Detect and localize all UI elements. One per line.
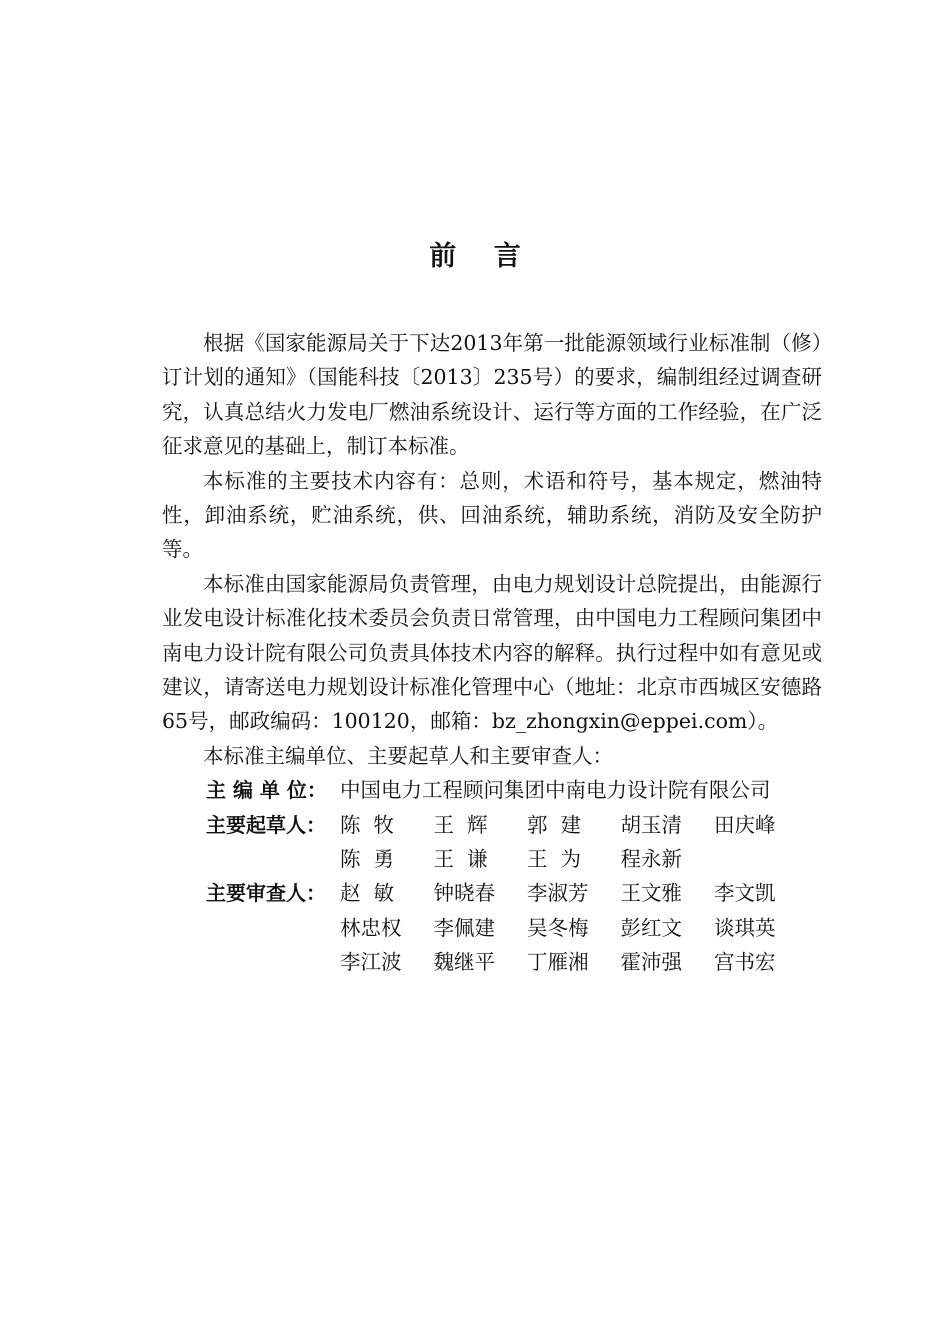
preface-body <box>162 326 822 980</box>
person-name: 林忠权 <box>340 915 402 940</box>
paragraph-basis: 根据《国家能源局关于下达2013年第一批能源领域行业标准制（修）订计划的通知》（国能科技〔2013〕235号）的要求，编制组经过调查研究，认真总结火力发电厂燃油系统设计、运行等方面的工作经验，在广泛征求意见的基础上，制订本标准。 <box>162 331 822 459</box>
person-name: 宫书宏 <box>714 950 776 975</box>
reviewers-row <box>162 876 822 910</box>
page-title: 前 言 <box>429 241 521 272</box>
person-name: 王 辉 <box>433 812 488 837</box>
chief-unit-value: 中国电力工程顾问集团中南电力设计院有限公司 <box>340 778 771 803</box>
chief-unit-label: 主 编 单 位： <box>206 778 327 803</box>
person-name: 钟晓春 <box>433 881 495 906</box>
person-name: 李淑芳 <box>527 881 589 906</box>
committee-list <box>162 773 822 979</box>
person-name: 田庆峰 <box>714 812 776 837</box>
person-name: 彭红文 <box>620 915 682 940</box>
reviewers-names <box>340 876 808 910</box>
person-name: 霍沛强 <box>620 950 682 975</box>
paragraph-committee-intro: 本标准主编单位、主要起草人和主要审查人： <box>203 743 613 768</box>
person-name: 王文雅 <box>620 881 682 906</box>
person-name: 吴冬梅 <box>527 915 589 940</box>
paragraph-management: 本标准由国家能源局负责管理，由电力规划设计总院提出，由能源行业发电设计标准化技术委员会负责日常管理，由中国电力工程顾问集团中南电力设计院有限公司负责具体技术内容的解释。执行过程中如有意见或建议，请寄送电力规划设计标准化管理中心（地址：北京市西城区安德路65号，邮政编码：100120，邮箱：bz_zhongxin@eppei.com）。 <box>162 571 822 734</box>
reviewers-names <box>340 911 808 945</box>
drafters-label: 主要起草人： <box>206 812 326 837</box>
person-name: 王 谦 <box>433 847 488 872</box>
person-name: 李佩建 <box>433 915 495 940</box>
reviewers-row-2 <box>162 911 822 945</box>
reviewers-names <box>340 945 808 979</box>
reviewers-row-3 <box>162 945 822 979</box>
person-name: 陈 牧 <box>340 812 395 837</box>
drafters-row <box>162 808 822 842</box>
person-name: 郭 建 <box>527 812 582 837</box>
reviewers-label: 主要审查人： <box>206 881 326 906</box>
person-name: 丁雁湘 <box>527 950 589 975</box>
person-name: 陈 勇 <box>340 847 395 872</box>
paragraph-contents: 本标准的主要技术内容有：总则，术语和符号，基本规定，燃油特性，卸油系统，贮油系统，供、回油系统，辅助系统，消防及安全防护等。 <box>162 468 822 562</box>
person-name: 赵 敏 <box>340 881 395 906</box>
chief-unit-row <box>162 773 822 807</box>
drafters-row-2 <box>162 842 822 876</box>
person-name: 魏继平 <box>433 950 495 975</box>
person-name: 李文凯 <box>714 881 776 906</box>
drafters-names <box>340 842 714 876</box>
person-name: 王 为 <box>527 847 582 872</box>
person-name: 李江波 <box>340 950 402 975</box>
drafters-names <box>340 808 808 842</box>
person-name: 胡玉清 <box>620 812 682 837</box>
person-name: 谈琪英 <box>714 915 776 940</box>
person-name: 程永新 <box>620 847 682 872</box>
